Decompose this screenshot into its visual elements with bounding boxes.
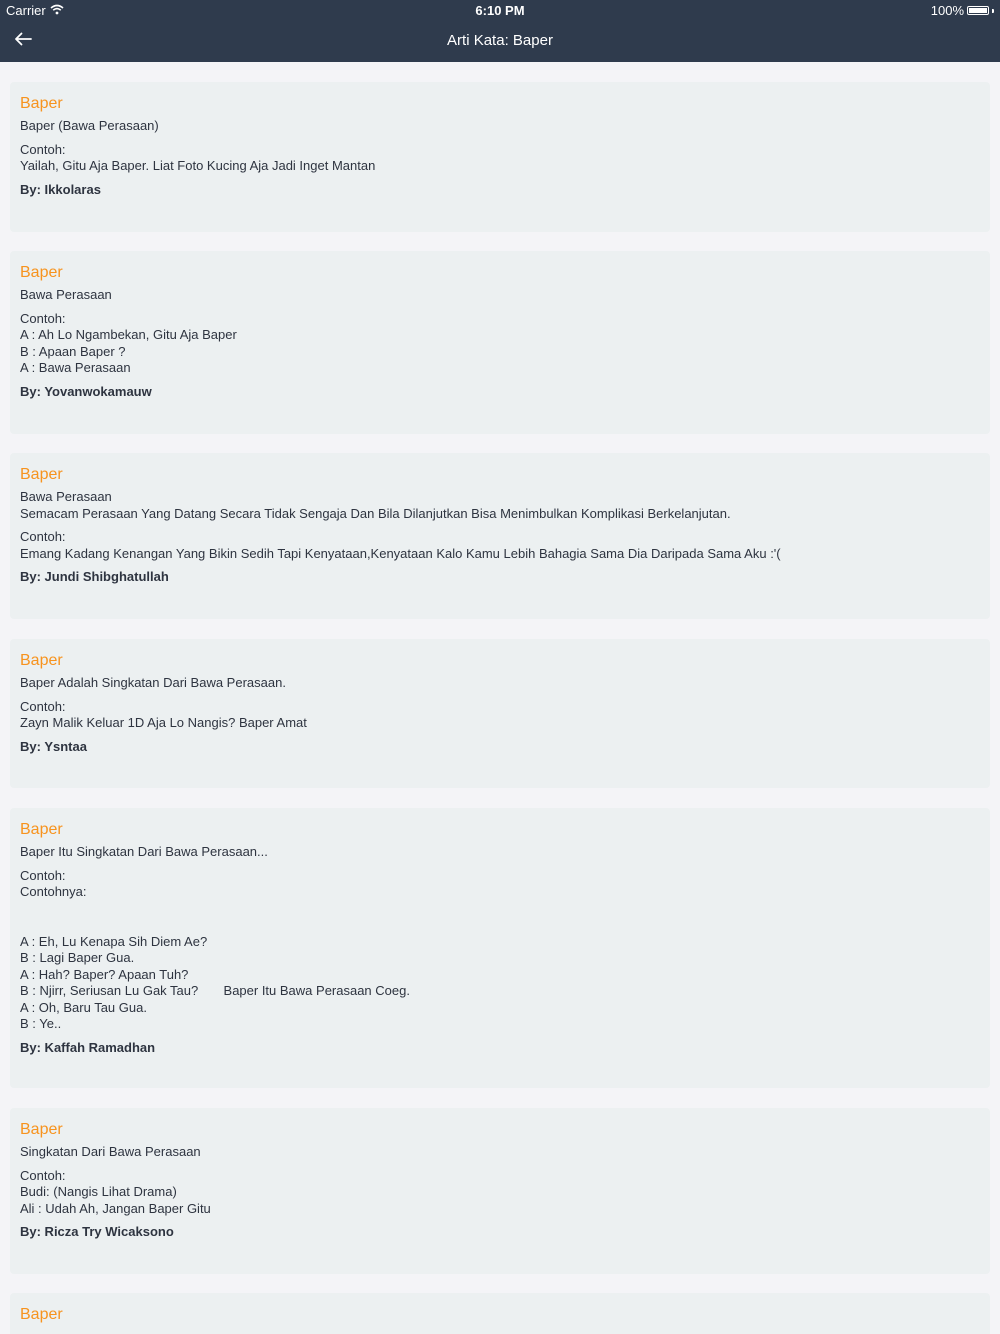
entry-title: Baper (20, 821, 63, 838)
entry-example-label: Contoh: (20, 141, 66, 157)
status-time: 6:10 PM (475, 3, 525, 18)
entry-card (10, 1293, 990, 1334)
entry-definition: Baper Adalah Singkatan Dari Bawa Perasaan. (20, 675, 286, 690)
nav-bar (0, 22, 1000, 62)
page-title: Arti Kata: Baper (447, 32, 553, 49)
entry-example: Contohnya: A : Eh, Lu Kenapa Sih Diem Ae? B : Lagi Baper Gua. A : Hah? Baper? Apaan Tuh? B : Njirr, Seriusan Lu Gak Tau? Baper Itu Bawa Perasaan Coeg. A : Oh, Baru Tau Gua. B : Ye.. (20, 884, 410, 1031)
entry-card (10, 639, 990, 788)
entry-title: Baper (20, 95, 63, 112)
entry-card (10, 82, 990, 232)
entry-definition: Baper (Bawa Perasaan) (20, 118, 159, 133)
entry-author: By: Kaffah Ramadhan (20, 1039, 156, 1055)
entry-example: Budi: (Nangis Lihat Drama) Ali : Udah Ah, Jangan Baper Gitu (20, 1184, 211, 1216)
entry-example: Emang Kadang Kenangan Yang Bikin Sedih Tapi Kenyataan,Kenyataan Kalo Kamu Lebih Bahagia Sama Dia Daripada Sama Aku :'( (20, 545, 781, 561)
header (0, 0, 1000, 62)
entry-title: Baper (20, 466, 63, 483)
entry-example: A : Ah Lo Ngambekan, Gitu Aja Baper B : Apaan Baper ? A : Bawa Perasaan (20, 327, 237, 375)
entry-example: Yailah, Gitu Aja Baper. Liat Foto Kucing Aja Jadi Inget Mantan (20, 158, 376, 173)
entry-author: By: Ysntaa (20, 738, 87, 754)
entry-card (10, 251, 990, 434)
entry-author: By: Ricza Try Wicaksono (20, 1224, 174, 1239)
status-bar (0, 0, 1000, 22)
entry-title: Baper (20, 1121, 63, 1138)
entry-card (10, 1108, 990, 1274)
entry-title: Baper (20, 1306, 63, 1323)
battery-icon (967, 6, 989, 15)
entry-example-label: Contoh: (20, 698, 66, 714)
entry-example-label: Contoh: (20, 1167, 66, 1183)
entry-title: Baper (20, 652, 63, 669)
carrier-label: Carrier (6, 3, 46, 18)
entry-author: By: Jundi Shibghatullah (20, 569, 169, 584)
entry-example: Zayn Malik Keluar 1D Aja Lo Nangis? Baper Amat (20, 715, 307, 730)
entry-card (10, 453, 990, 619)
entry-example-label: Contoh: (20, 310, 66, 326)
battery-percent: 100% (930, 3, 964, 18)
entry-card (10, 808, 990, 1088)
battery-tip (992, 9, 994, 13)
entry-author: By: Yovanwokamauw (20, 383, 152, 399)
entry-definition: Baper Itu Singkatan Dari Bawa Perasaan... (20, 844, 268, 859)
entry-example-label: Contoh: (20, 867, 66, 883)
status-right (931, 3, 994, 18)
entries-list (0, 62, 1000, 1334)
entry-author: By: Ikkolaras (20, 181, 101, 197)
entry-title: Baper (20, 264, 63, 281)
entry-definition: Singkatan Dari Bawa Perasaan (20, 1144, 201, 1159)
entry-definition: Bawa Perasaan Semacam Perasaan Yang Datang Secara Tidak Sengaja Dan Bila Dilanjutkan Bisa Menimbulkan Komplikasi Berkelanjutan. (20, 489, 731, 521)
entry-example-label: Contoh: (20, 529, 66, 544)
entry-definition: Bawa Perasaan (20, 287, 112, 302)
